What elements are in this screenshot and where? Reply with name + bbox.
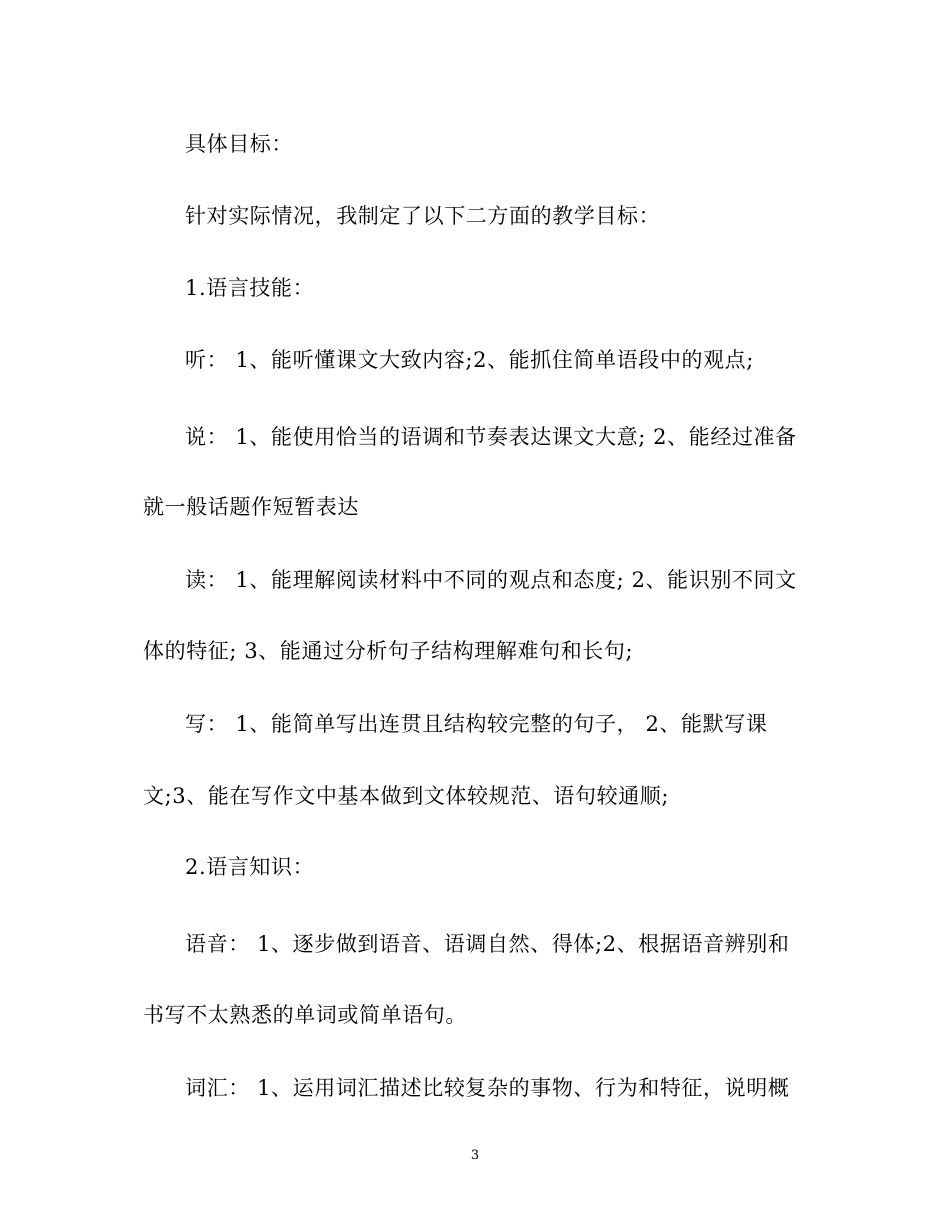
text-line-reading-continued: 体的特征; 3、能通过分析句子结构理解难句和长句; [143, 639, 634, 663]
text-line-listening: 听： 1、能听懂课文大致内容;2、能抓住简单语段中的观点; [185, 348, 754, 372]
text-line-writing: 写： 1、能简单写出连贯且结构较完整的句子， 2、能默写课 [185, 712, 768, 736]
text-line-vocabulary: 词汇： 1、运用词汇描述比较复杂的事物、行为和特征，说明概 [185, 1076, 790, 1100]
text-line-writing-continued: 文;3、能在写作文中基本做到文体较规范、语句较通顺; [143, 784, 670, 808]
page-number: 3 [470, 1148, 480, 1163]
text-line-intro: 针对实际情况，我制定了以下二方面的教学目标： [185, 204, 661, 228]
text-line-speaking-continued: 就一般话题作短暂表达 [143, 495, 359, 519]
text-line-pronunciation: 语音： 1、逐步做到语音、语调自然、得体;2、根据语音辨别和 [185, 932, 790, 956]
text-line-language-skills-heading: 1.语言技能： [185, 276, 315, 300]
text-line-language-knowledge-heading: 2.语言知识： [185, 855, 315, 879]
text-line-speaking: 说： 1、能使用恰当的语调和节奏表达课文大意; 2、能经过准备 [185, 425, 797, 449]
text-line-reading: 读： 1、能理解阅读材料中不同的观点和态度; 2、能识别不同文 [185, 568, 797, 592]
text-line-pronunciation-continued: 书写不太熟悉的单词或简单语句。 [143, 1003, 467, 1027]
text-line-specific-goals-heading: 具体目标： [185, 132, 293, 156]
